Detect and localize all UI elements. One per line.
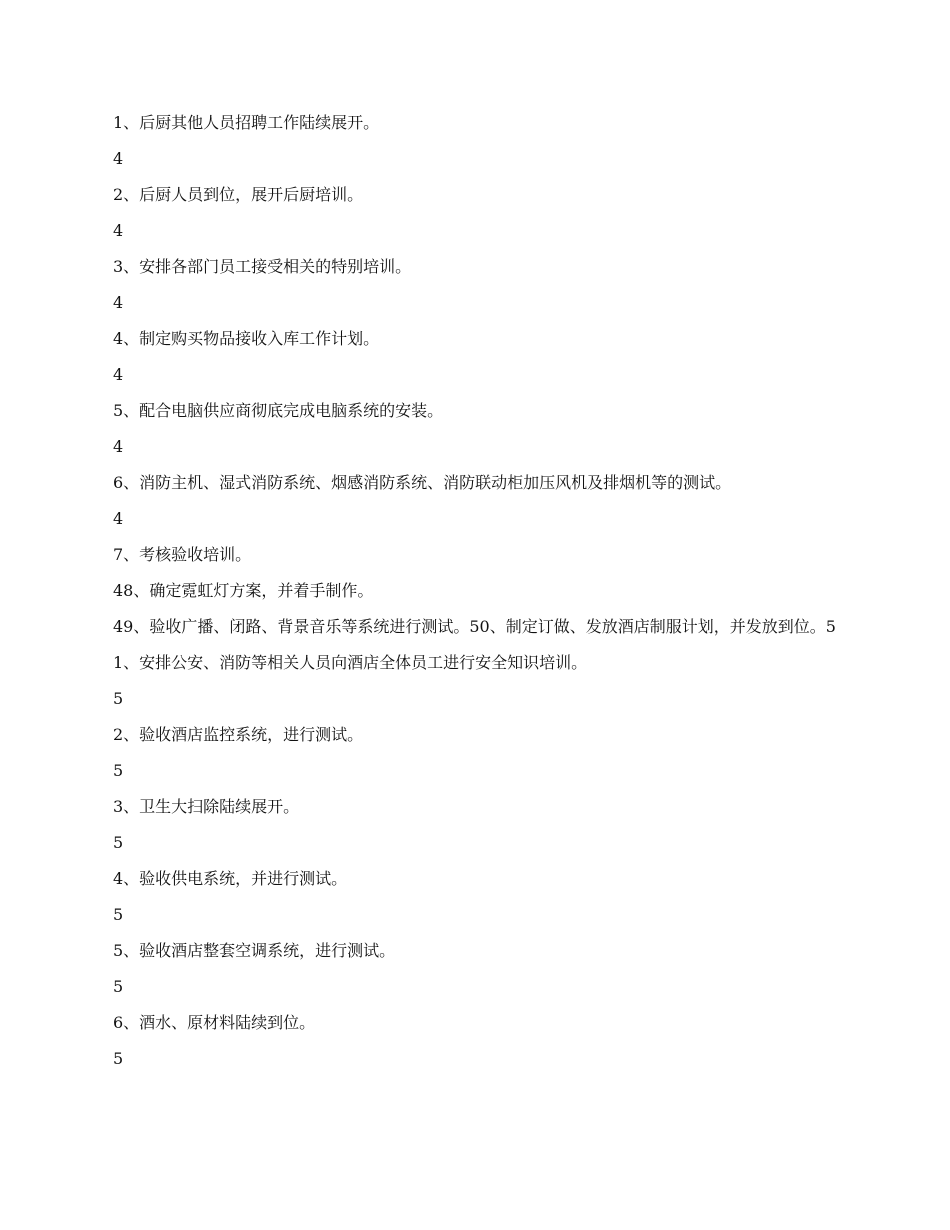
document-body xyxy=(113,112,838,1084)
paragraph: 4 xyxy=(113,365,124,384)
paragraph: 2、后厨人员到位，展开后厨培训。 xyxy=(113,185,364,204)
paragraph: 1、后厨其他人员招聘工作陆续展开。 xyxy=(113,113,380,132)
paragraph: 5 xyxy=(113,761,124,780)
paragraph: 5 xyxy=(113,833,124,852)
paragraph: 3、安排各部门员工接受相关的特别培训。 xyxy=(113,257,412,276)
paragraph: 4 xyxy=(113,149,124,168)
paragraph: 5、验收酒店整套空调系统，进行测试。 xyxy=(113,941,396,960)
paragraph: 5 xyxy=(113,1049,124,1068)
paragraph: 4 xyxy=(113,221,124,240)
paragraph: 2、验收酒店监控系统，进行测试。 xyxy=(113,725,364,744)
paragraph: 49、验收广播、闭路、背景音乐等系统进行测试。50、制定订做、发放酒店制服计划，并发放到位。5 xyxy=(113,617,836,636)
paragraph: 7、考核验收培训。 xyxy=(113,545,252,564)
paragraph: 4 xyxy=(113,509,124,528)
paragraph: 5 xyxy=(113,905,124,924)
paragraph: 4 xyxy=(113,293,124,312)
paragraph: 4、制定购买物品接收入库工作计划。 xyxy=(113,329,380,348)
paragraph: 1、安排公安、消防等相关人员向酒店全体员工进行安全知识培训。 xyxy=(113,653,588,672)
paragraph: 3、卫生大扫除陆续展开。 xyxy=(113,797,300,816)
paragraph: 48、确定霓虹灯方案，并着手制作。 xyxy=(113,581,374,600)
paragraph: 4 xyxy=(113,437,124,456)
paragraph: 5 xyxy=(113,689,124,708)
paragraph: 5 xyxy=(113,977,124,996)
paragraph: 4、验收供电系统，并进行测试。 xyxy=(113,869,348,888)
paragraph: 6、消防主机、湿式消防系统、烟感消防系统、消防联动柜加压风机及排烟机等的测试。 xyxy=(113,473,732,492)
paragraph: 6、酒水、原材料陆续到位。 xyxy=(113,1013,316,1032)
paragraph: 5、配合电脑供应商彻底完成电脑系统的安装。 xyxy=(113,401,444,420)
